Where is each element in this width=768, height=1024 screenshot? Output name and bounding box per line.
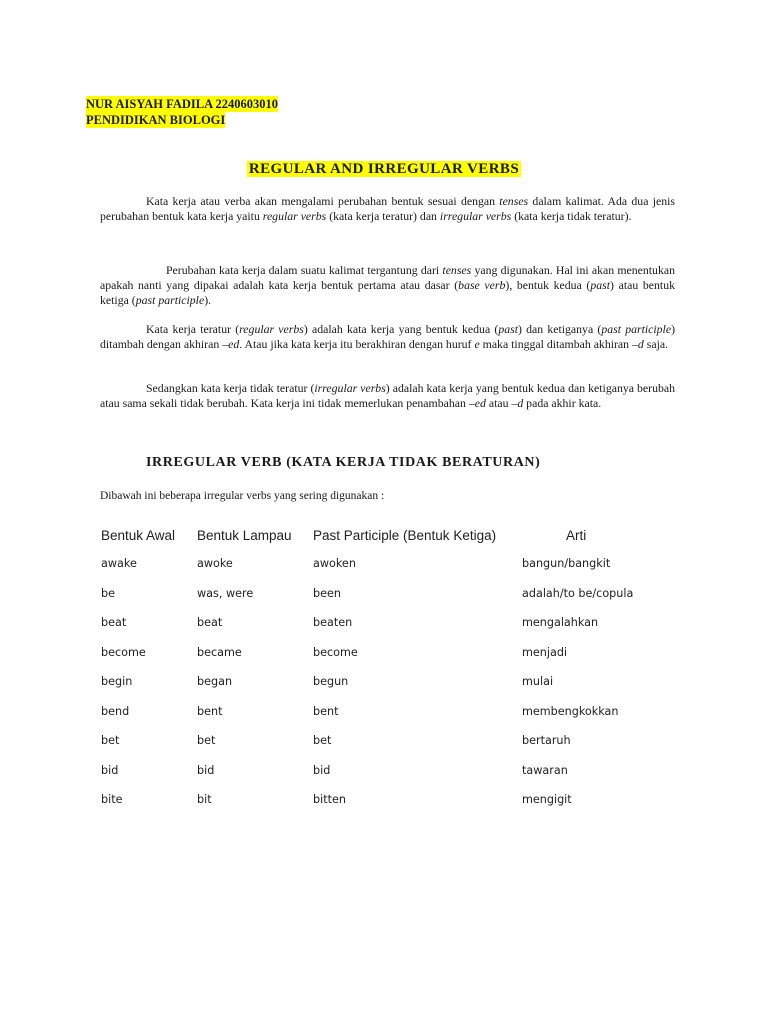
text-run: Perubahan kata kerja dalam suatu kalimat tergantung dari <box>166 263 443 277</box>
italic-run: irregular verbs <box>439 209 512 223</box>
text-run: Kata kerja teratur ( <box>146 322 240 336</box>
text-run: dalam kalimat. Ada dua jenis perubahan bentuk kata kerja yaitu <box>100 194 676 223</box>
cell-past-form: beat <box>197 616 223 629</box>
table-row <box>0 734 768 750</box>
cell-past-participle: awoken <box>313 557 356 570</box>
cell-past-form: bid <box>197 764 215 777</box>
column-header-past-participle: Past Participle (Bentuk Ketiga) <box>313 528 497 543</box>
document-title <box>0 161 768 178</box>
cell-past-form: became <box>197 646 242 659</box>
cell-past-participle: bitten <box>313 793 346 806</box>
cell-base-form: awake <box>101 557 137 570</box>
table-row <box>0 705 768 721</box>
cell-past-form: bet <box>197 734 216 747</box>
cell-past-participle: bid <box>313 764 331 777</box>
text-run: atau <box>485 396 512 410</box>
cell-past-participle: bet <box>313 734 332 747</box>
table-row <box>0 793 768 809</box>
text-run: Sedangkan kata kerja tidak teratur ( <box>146 381 315 395</box>
text-run: ) ditambah dengan akhiran <box>100 322 675 351</box>
cell-past-form: bit <box>197 793 212 806</box>
table-row <box>0 675 768 691</box>
cell-meaning: adalah/to be/copula <box>522 587 634 600</box>
author-name-line: NUR AISYAH FADILA 2240603010 <box>86 97 279 111</box>
text-run: (kata kerja tidak teratur). <box>511 209 632 223</box>
text-run: ) dan ketiganya ( <box>517 322 602 336</box>
cell-past-participle: beaten <box>313 616 353 629</box>
italic-run: past participle <box>601 322 672 336</box>
cell-base-form: become <box>101 646 146 659</box>
text-run: ), bentuk kedua ( <box>505 278 591 292</box>
cell-past-participle: bent <box>313 705 339 718</box>
italic-run: –ed <box>222 337 240 351</box>
cell-base-form: bid <box>101 764 119 777</box>
table-row <box>0 646 768 662</box>
column-header-base-form: Bentuk Awal <box>101 528 176 543</box>
cell-base-form: bet <box>101 734 120 747</box>
text-run: ). <box>204 293 212 307</box>
cell-past-form: began <box>197 675 233 688</box>
text-run: ) atau bentuk ketiga ( <box>100 278 675 307</box>
text-run: ) adalah kata kerja yang bentuk kedua dan ketiganya berubah atau sama sekali tidak berubah. Kata kerja ini tidak memerlukan penambahan <box>100 381 676 410</box>
italic-run: e <box>474 337 480 351</box>
italic-run: regular verbs <box>262 209 327 223</box>
italic-run: regular verbs <box>239 322 304 336</box>
cell-past-form: bent <box>197 705 223 718</box>
cell-meaning: membengkokkan <box>522 705 619 718</box>
author-header <box>86 96 278 128</box>
text-run: saja. <box>643 337 669 351</box>
italic-run: past participle <box>135 293 205 307</box>
paragraph-4 <box>100 381 675 411</box>
cell-meaning: mulai <box>522 675 554 688</box>
department-line: PENDIDIKAN BIOLOGI <box>86 113 226 127</box>
italic-run: tenses <box>442 263 472 277</box>
cell-meaning: menjadi <box>522 646 568 659</box>
cell-past-participle: become <box>313 646 358 659</box>
text-run: pada akhir kata. <box>523 396 602 410</box>
text-run: (kata kerja teratur) dan <box>326 209 440 223</box>
cell-base-form: be <box>101 587 115 600</box>
cell-meaning: tawaran <box>522 764 568 777</box>
table-row <box>0 587 768 603</box>
cell-meaning: bangun/bangkit <box>522 557 611 570</box>
italic-run: past <box>498 322 518 336</box>
table-row <box>0 557 768 573</box>
text-run: Kata kerja atau verba akan mengalami perubahan bentuk sesuai dengan <box>146 194 500 208</box>
italic-run: –d <box>632 337 644 351</box>
table-intro-text: Dibawah ini beberapa irregular verbs yang sering digunakan : <box>100 490 385 502</box>
cell-base-form: begin <box>101 675 133 688</box>
section-subheading: IRREGULAR VERB (KATA KERJA TIDAK BERATURAN) <box>146 455 541 470</box>
cell-base-form: bend <box>101 705 130 718</box>
italic-run: –d <box>511 396 524 410</box>
cell-meaning: mengigit <box>522 793 572 806</box>
column-header-past-form: Bentuk Lampau <box>197 528 292 543</box>
cell-past-participle: been <box>313 587 341 600</box>
italic-run: –ed <box>468 396 486 410</box>
text-run: ) adalah kata kerja yang bentuk kedua ( <box>303 322 499 336</box>
paragraph-1 <box>100 194 675 224</box>
table-row <box>0 764 768 780</box>
cell-past-form: was, were <box>197 587 254 600</box>
italic-run: irregular verbs <box>314 381 386 395</box>
cell-meaning: bertaruh <box>522 734 571 747</box>
cell-base-form: beat <box>101 616 127 629</box>
cell-meaning: mengalahkan <box>522 616 599 629</box>
italic-run: tenses <box>499 194 529 208</box>
cell-base-form: bite <box>101 793 123 806</box>
table-row <box>0 616 768 632</box>
italic-run: past <box>590 278 611 292</box>
paragraph-3 <box>100 322 675 352</box>
cell-past-participle: begun <box>313 675 349 688</box>
text-run: yang digunakan. Hal ini akan menentukan apakah nanti yang dipakai adalah kata kerja bentuk pertama atau dasar ( <box>100 263 675 292</box>
column-header-meaning: Arti <box>566 528 587 543</box>
document-title-text: REGULAR AND IRREGULAR VERBS <box>248 161 520 177</box>
text-run: maka tinggal ditambah akhiran <box>479 337 633 351</box>
text-run: . Atau jika kata kerja itu berakhiran dengan huruf <box>239 337 475 351</box>
cell-past-form: awoke <box>197 557 233 570</box>
italic-run: base verb <box>458 278 506 292</box>
paragraph-2 <box>100 263 675 308</box>
